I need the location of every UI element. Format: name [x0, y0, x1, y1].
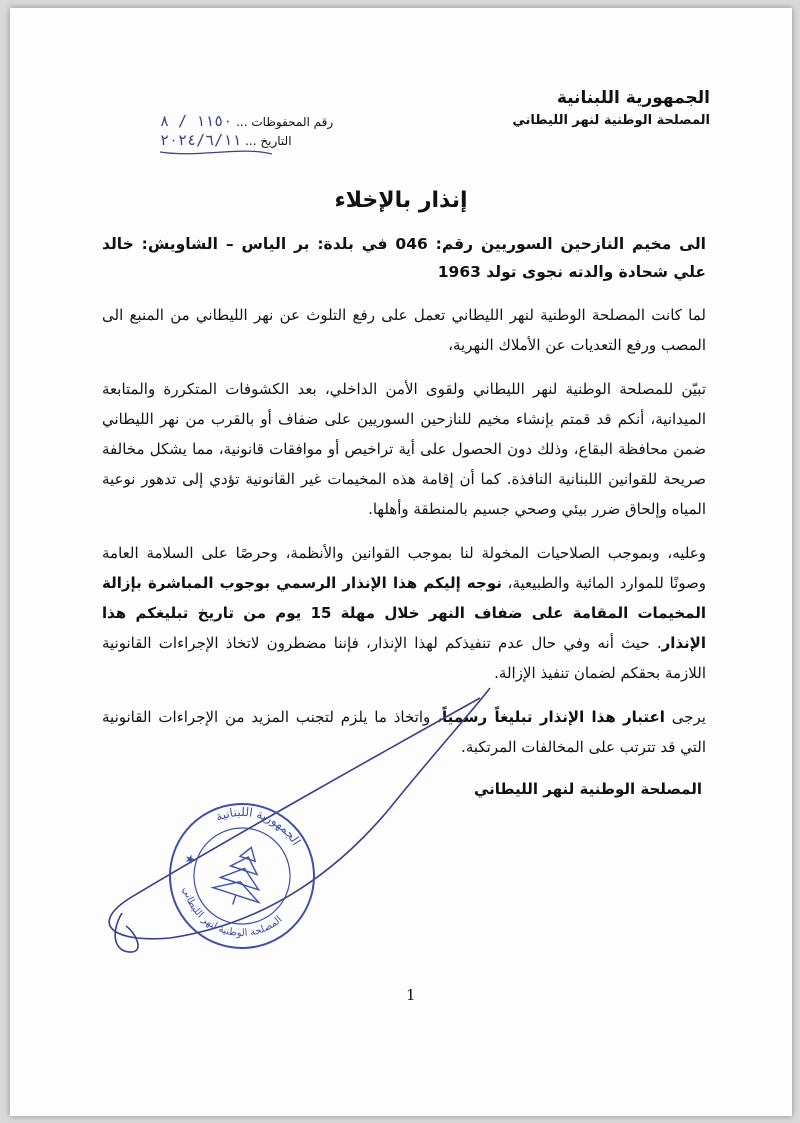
document-page [10, 8, 792, 1116]
cedar-icon [210, 840, 274, 912]
letterhead [410, 86, 710, 132]
archive-number-field: رقم المحفوظات ... ١١٥٠ / ٨ [160, 112, 334, 130]
document-body [102, 230, 706, 776]
document-title: إنذار بالإخلاء [334, 188, 468, 213]
paragraph-3 [102, 538, 706, 688]
paragraph-3-emphasis: نوجه إليكم هذا الإنذار الرسمي بوجوب المباشرة بإزالة المخيمات المقامة على ضفاف النهر خلال مهلة 15 يوم من تاريخ تبليغكم هذا الإنذار [102, 574, 706, 652]
republic-name: الجمهورية اللبنانية [556, 88, 710, 108]
recipient-address: الى مخيم النازحين السوريين رقم: 046 في بلدة: بر الياس – الشاويش: خالد علي شحادة والدته نجوى تولد 1963 [102, 235, 706, 281]
date-label: التاريخ [260, 134, 292, 148]
paragraph-3-end: . حيث أنه وفي حال عدم تنفيذكم لهذا الإنذار، فإننا مضطرون لاتخاذ الإجراءات القانونية اللازمة بحقكم لضمان تنفيذ الإزالة. [102, 634, 706, 682]
signature-tail [115, 913, 138, 952]
svg-text:الجمهورية اللبنانية [210, 794, 309, 851]
signature-authority: المصلحة الوطنية لنهر الليطاني [473, 780, 702, 798]
stamp-outer-text: الجمهورية اللبنانية [213, 804, 304, 848]
paragraph-4-emphasis: اعتبار هذا الإنذار تبليغاً رسمياً [441, 708, 665, 726]
page-number: 1 [406, 986, 416, 1004]
archive-value: ١١٥٠ / ٨ [160, 112, 233, 130]
date-field: التاريخ ... ٢٠٢٤/٦/١١ [160, 131, 292, 149]
stamp-inner-text: المصلحة الوطنية لنهر الليطاني [180, 885, 285, 940]
paragraph-4 [102, 702, 706, 762]
authority-name: المصلحة الوطنية لنهر الليطاني [512, 113, 710, 128]
paragraph-3-start: وعليه، وبموجب الصلاحيات المخولة لنا بموجب القوانين والأنظمة، وحرصًا على السلامة العامة وصونًا للموارد المائية والطبيعية، [102, 544, 706, 592]
handwritten-scribble [160, 151, 272, 154]
official-stamp [151, 785, 332, 966]
paragraph-4-start: يرجى [664, 708, 706, 726]
reference-block [160, 112, 420, 150]
stamp-star-icon: ★ [182, 850, 198, 868]
archive-label: رقم المحفوظات [251, 115, 334, 129]
svg-text:المصلحة الوطنية لنهر الليطاني [170, 883, 286, 953]
date-value: ٢٠٢٤/٦/١١ [160, 131, 242, 149]
paragraph-4-end: ، واتخاذ ما يلزم لتجنب المزيد من الإجراءات القانونية التي قد تترتب على المخالفات المرتكبة. [102, 708, 706, 756]
paragraph-1: لما كانت المصلحة الوطنية لنهر الليطاني تعمل على رفع التلوث عن نهر الليطاني من المنبع الى المصب ورفع التعديات عن الأملاك النهرية، [102, 306, 706, 354]
paragraph-2: تبيّن للمصلحة الوطنية لنهر الليطاني ولقوى الأمن الداخلي، بعد الكشوفات المتكررة والمتابعة الميدانية، أنكم قد قمتم بإنشاء مخيم للنازحين السوريين على ضفاف أو بالقرب من نهر الليطاني ضمن محافظة البقاع، وذلك دون الحصول على أية تراخيص أو موافقات قانونية، مما يشكل مخالفة صريحة للقوانين اللبنانية النافذة. كما أن إقامة هذه المخيمات غير القانونية تؤدي إلى تدهور نوعية المياه وإلحاق ضرر بيئي وصحي جسيم بالمنطقة وأهلها. [102, 380, 706, 518]
